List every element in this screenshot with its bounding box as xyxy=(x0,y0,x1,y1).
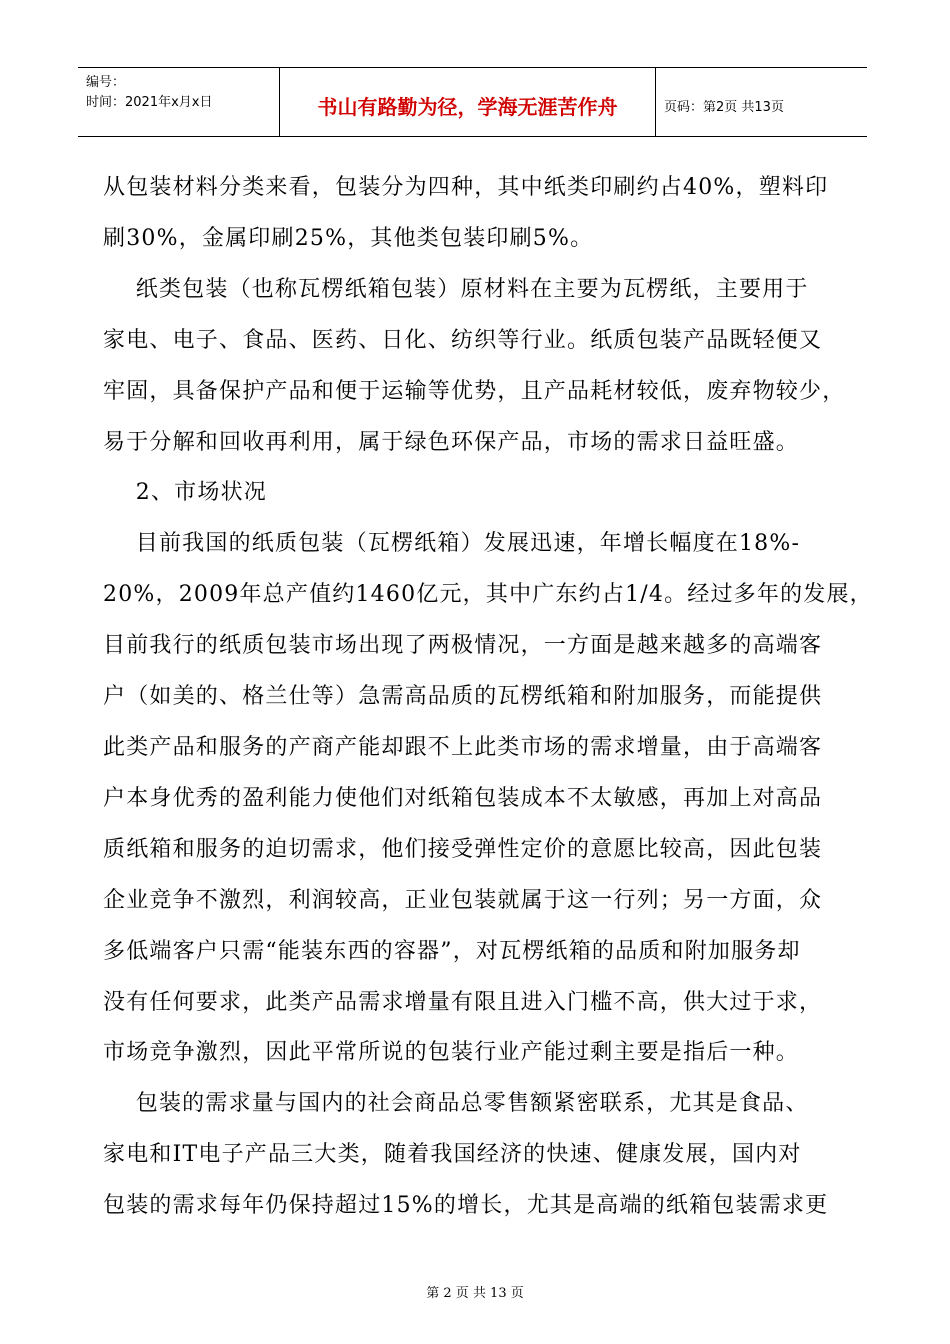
paragraph-line: 家电、电子、食品、医药、日化、纺织等行业。纸质包装产品既轻便又 xyxy=(103,327,823,353)
header-motto: 书山有路勤为径，学海无涯苦作舟 xyxy=(280,68,656,136)
paragraph-line: 此类产品和服务的产商产能却跟不上此类市场的需求增量，由于高端客 xyxy=(103,734,823,760)
paragraph-line: 从包装材料分类来看，包装分为四种，其中纸类印刷约占40%，塑料印 xyxy=(103,175,829,200)
paragraph-line: 目前我国的纸质包装（瓦楞纸箱）发展迅速，年增长幅度在18%- xyxy=(103,531,801,557)
page-header xyxy=(78,67,867,137)
paragraph-line: 2、市场状况 xyxy=(103,480,267,506)
paragraph-line: 家电和IT电子产品三大类，随着我国经济的快速、健康发展，国内对 xyxy=(103,1142,802,1168)
page-footer: 第 2 页 共 13 页 xyxy=(426,1286,524,1301)
paragraph-line: 市场竞争激烈，因此平常所说的包装行业产能过剩主要是指后一种。 xyxy=(103,1040,800,1066)
paragraph-line: 牢固，具备保护产品和便于运输等优势，且产品耗材较低，废弃物较少， xyxy=(103,378,846,404)
paragraph-line: 刷30%，金属印刷25%，其他类包装印刷5%。 xyxy=(103,225,594,251)
paragraph-line: 户本身优秀的盈利能力使他们对纸箱包装成本不太敏感，再加上对高品 xyxy=(103,785,823,811)
paragraph-line: 户（如美的、格兰仕等）急需高品质的瓦楞纸箱和附加服务，而能提供 xyxy=(103,684,823,710)
paragraph-line: 纸类包装（也称瓦楞纸箱包装）原材料在主要为瓦楞纸，主要用于 xyxy=(103,276,809,302)
header-page-code: 页码：第2页 共13页 xyxy=(664,99,784,115)
header-meta xyxy=(78,68,280,136)
paragraph-line: 企业竞争不激烈，利润较高，正业包装就属于这一行列；另一方面，众 xyxy=(103,887,823,913)
paragraph-line: 目前我行的纸质包装市场出现了两极情况，一方面是越来越多的高端客 xyxy=(103,633,823,659)
header-time-label: 时间：2021年x月x日 xyxy=(86,95,213,110)
paragraph-line: 质纸箱和服务的迫切需求，他们接受弹性定价的意愿比较高，因此包装 xyxy=(103,836,823,862)
document-body xyxy=(103,163,873,1232)
paragraph-line: 没有任何要求，此类产品需求增量有限且进入门槛不高，供大过于求， xyxy=(103,989,823,1015)
paragraph-line: 20%，2009年总产值约1460亿元，其中广东约占1/4。经过多年的发展， xyxy=(103,582,873,608)
paragraph-line: 包装的需求每年仍保持超过15%的增长，尤其是高端的纸箱包装需求更 xyxy=(103,1193,829,1219)
header-number-label: 编号： xyxy=(86,75,126,90)
paragraph-line: 多低端客户只需“能装东西的容器”，对瓦楞纸箱的品质和附加服务却 xyxy=(103,938,801,964)
paragraph-line: 包装的需求量与国内的社会商品总零售额紧密联系，尤其是食品、 xyxy=(103,1091,809,1117)
paragraph-line: 易于分解和回收再利用，属于绿色环保产品，市场的需求日益旺盛。 xyxy=(103,429,800,455)
